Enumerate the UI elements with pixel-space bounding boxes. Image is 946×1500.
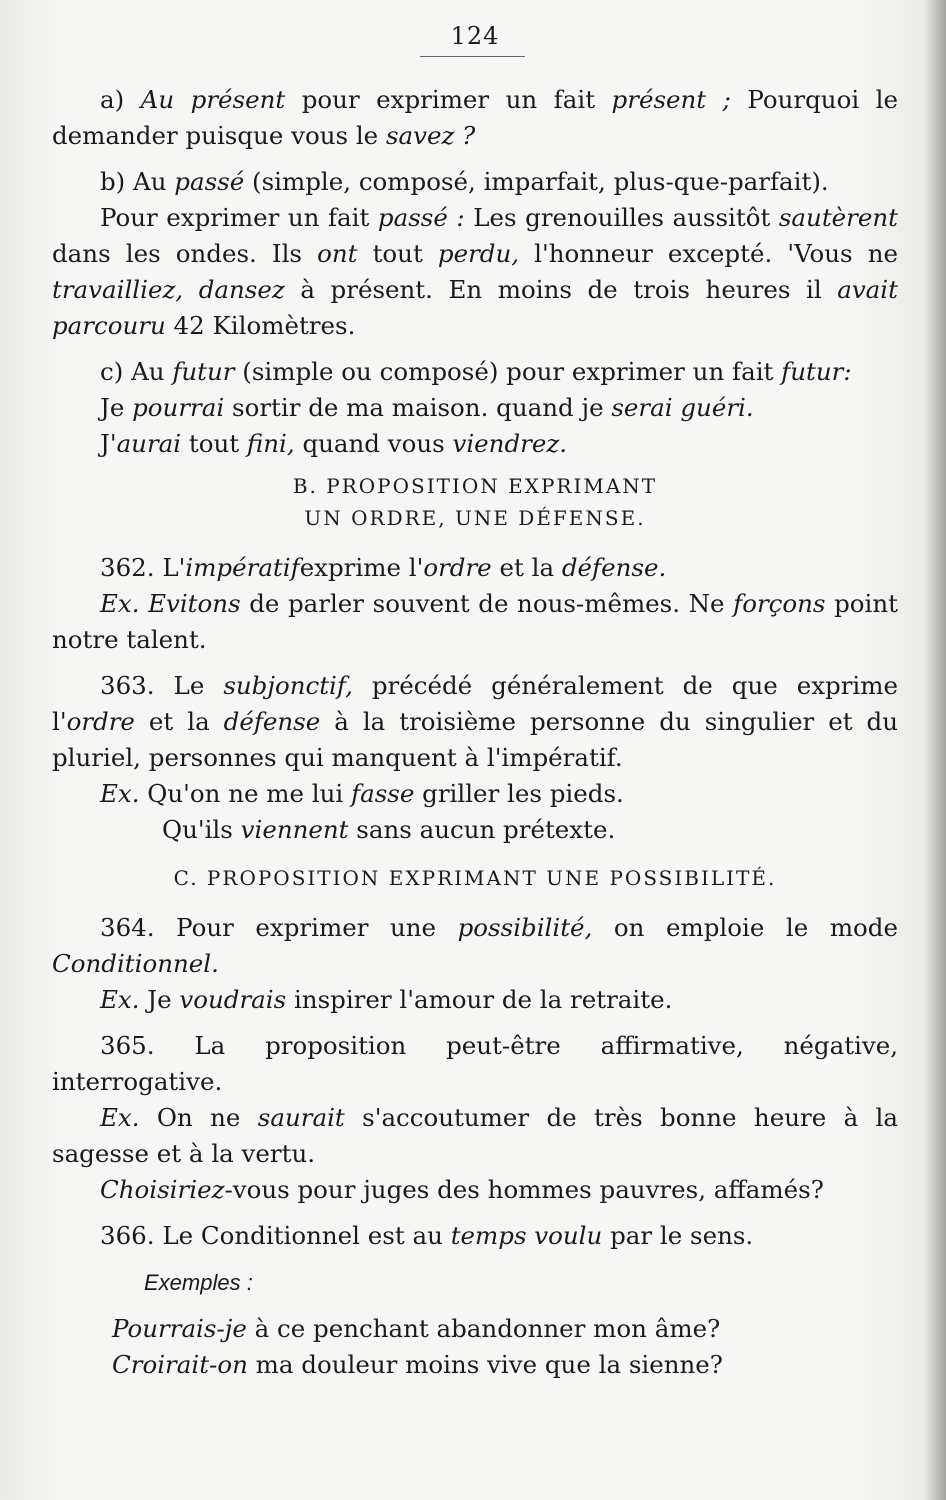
text: de parler souvent de nous-mêmes. Ne <box>240 589 734 618</box>
section-364 <box>52 910 898 982</box>
text-italic: impératif <box>185 553 300 582</box>
text: l'honneur excepté. 'Vous ne <box>519 239 898 268</box>
text: tout <box>181 429 247 458</box>
example-line-1 <box>52 1311 898 1347</box>
text: ma douleur moins vive que la sienne? <box>247 1350 723 1379</box>
text: quand vous <box>294 429 453 458</box>
text: Pour exprimer une <box>176 913 458 942</box>
text-italic: pourrai <box>132 393 225 422</box>
text-italic: travailliez, dansez <box>52 275 285 304</box>
text: La proposition peut-être affirmative, négative, interrogative. <box>52 1031 899 1096</box>
text: Les grenouilles aussitôt <box>464 203 779 232</box>
text-italic: Evitons <box>139 589 241 618</box>
example-marker: Ex. <box>100 985 140 1014</box>
text: 42 Kilomètres. <box>165 311 356 340</box>
text: c) Au <box>100 357 173 386</box>
paragraph-c-example-1 <box>52 390 898 426</box>
text: par le sens. <box>602 1221 754 1250</box>
section-362 <box>52 550 898 586</box>
text-italic: avait parcouru <box>52 275 898 340</box>
section-365-example-1 <box>52 1100 898 1172</box>
text-italic: fini, <box>246 429 295 458</box>
text: pour exprimer un fait <box>285 85 612 114</box>
section-364-example <box>52 982 898 1018</box>
text-italic: viennent <box>240 815 349 844</box>
text-italic: Pourrais-je <box>112 1314 247 1343</box>
paragraph-b-examples <box>52 200 898 344</box>
text-italic: ont <box>317 239 358 268</box>
section-365-example-2 <box>52 1172 898 1208</box>
text-italic: Croirait-on <box>112 1350 248 1379</box>
text-italic: savez ? <box>385 121 476 150</box>
examples-label: Exemples : <box>144 1270 253 1295</box>
example-line-2 <box>52 1347 898 1383</box>
paragraph-c <box>52 354 898 390</box>
text: à présent. En moins de trois heures il <box>284 275 838 304</box>
text: point notre talent. <box>52 589 899 654</box>
section-number: 362. <box>100 553 163 582</box>
text: à la troisième personne du singulier et du pluriel, personnes qui manquent à l'impératif. <box>52 707 898 772</box>
text-italic: passé : <box>377 203 465 232</box>
heading-line: B. PROPOSITION EXPRIMANT <box>292 474 658 498</box>
text-italic: défense <box>223 707 321 736</box>
example-marker: Ex. <box>100 779 140 808</box>
text: on emploie le mode <box>592 913 898 942</box>
text: -vous pour juges des hommes pauvres, affamés? <box>224 1175 824 1204</box>
text: L' <box>162 553 186 582</box>
text-italic: présent ; <box>611 85 731 114</box>
text-italic: Au présent <box>140 85 286 114</box>
text-italic: saurait <box>257 1103 345 1132</box>
spacer <box>52 658 898 668</box>
text-italic: possibilité, <box>457 913 593 942</box>
text: inspirer l'amour de la retraite. <box>286 985 673 1014</box>
examples-title <box>52 1264 898 1301</box>
page-number: 124 <box>450 22 500 50</box>
text: précédé généralement de que exprime l' <box>52 671 898 736</box>
section-366 <box>52 1218 898 1254</box>
text: (simple, composé, imparfait, plus-que-parfait). <box>244 167 829 196</box>
text: Je <box>100 393 133 422</box>
paragraph-c-example-2 <box>52 426 898 462</box>
spacer <box>52 344 898 354</box>
spacer <box>52 1208 898 1218</box>
text: et la <box>134 707 224 736</box>
paragraph-b <box>52 164 898 200</box>
text: sortir de ma maison. quand je <box>224 393 612 422</box>
text: Pour exprimer un fait <box>100 203 378 232</box>
spacer <box>52 1254 898 1264</box>
spacer <box>52 1301 898 1311</box>
text-italic: voudrais <box>179 985 287 1014</box>
text: et la <box>491 553 562 582</box>
section-number: 365. <box>100 1031 195 1060</box>
text-italic: Conditionnel. <box>52 949 219 978</box>
text-italic: temps voulu <box>450 1221 603 1250</box>
text: sans aucun prétexte. <box>348 815 616 844</box>
text-italic: fasse <box>351 779 415 808</box>
paragraph-a <box>52 82 898 154</box>
text-italic: futur: <box>781 357 852 386</box>
text-italic: ordre <box>66 707 135 736</box>
page-edge-shadow <box>924 0 946 1500</box>
text: b) Au <box>100 167 175 196</box>
page-body <box>52 82 898 1383</box>
text-italic: sautèrent <box>778 203 898 232</box>
text-italic: subjonctif, <box>223 671 353 700</box>
text: exprime l' <box>299 553 424 582</box>
section-number: 363. <box>100 671 174 700</box>
text-italic: perdu, <box>437 239 520 268</box>
text: à ce penchant abandonner mon âme? <box>246 1314 721 1343</box>
text-italic: aurai <box>116 429 182 458</box>
text-italic: serai guéri. <box>611 393 754 422</box>
section-363-example-1 <box>52 776 898 812</box>
text-italic: viendrez. <box>452 429 568 458</box>
heading-line: UN ORDRE, UNE DÉFENSE. <box>304 506 646 530</box>
text-italic: ordre <box>423 553 492 582</box>
label-a: a) <box>100 85 141 114</box>
page-number-rule <box>420 56 525 57</box>
section-363 <box>52 668 898 776</box>
spacer <box>52 540 898 550</box>
text: (simple ou composé) pour exprimer un fait <box>234 357 782 386</box>
text: Je <box>139 985 180 1014</box>
section-heading-c: C. PROPOSITION EXPRIMANT UNE POSSIBILITÉ. <box>173 866 777 890</box>
text: dans les ondes. Ils <box>52 239 318 268</box>
text: s'accoutumer de très bonne heure à la sagesse et à la vertu. <box>52 1103 898 1168</box>
text-italic: défense. <box>561 553 667 582</box>
section-363-example-2 <box>52 812 898 848</box>
section-362-example <box>52 586 898 658</box>
section-heading-b <box>52 470 898 534</box>
spacer <box>52 900 898 910</box>
text: Pourquoi le demander puisque vous le <box>52 85 898 150</box>
example-marker: Ex. <box>100 589 140 618</box>
section-365 <box>52 1028 898 1100</box>
spacer <box>52 154 898 164</box>
text: Le Conditionnel est au <box>162 1221 451 1250</box>
text: griller les pieds. <box>414 779 624 808</box>
text-italic: forçons <box>733 589 826 618</box>
text: Qu'ils <box>162 815 241 844</box>
text-italic: Choisiriez <box>100 1175 225 1204</box>
text: tout <box>357 239 438 268</box>
text: Qu'on ne me lui <box>139 779 352 808</box>
section-number: 364. <box>100 913 177 942</box>
section-number: 366. <box>100 1221 163 1250</box>
text: J' <box>100 429 117 458</box>
text-italic: passé <box>174 167 245 196</box>
text: Le <box>173 671 224 700</box>
spacer <box>52 1018 898 1028</box>
text-italic: futur <box>172 357 235 386</box>
example-marker: Ex. <box>100 1103 140 1132</box>
text: On ne <box>139 1103 258 1132</box>
